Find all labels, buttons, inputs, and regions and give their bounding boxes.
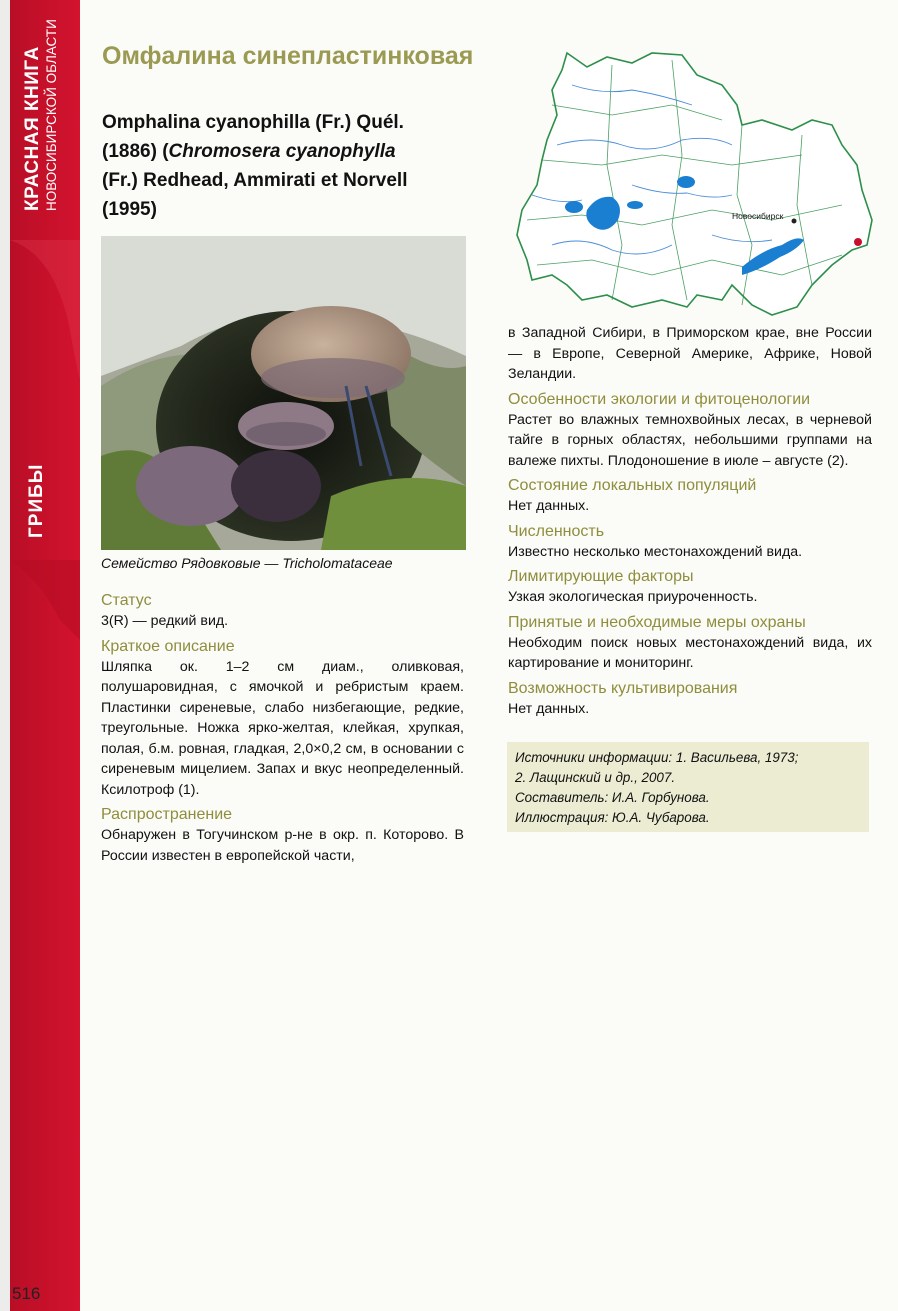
limiting-factors-heading: Лимитирующие факторы <box>508 568 694 585</box>
limiting-factors-text: Узкая экологическая приуроченность. <box>508 589 758 605</box>
description-heading: Краткое описание <box>101 637 235 655</box>
page-number: 516 <box>12 1284 41 1303</box>
description-text: Шляпка ок. 1–2 см диам., оливковая, полушаровидная, с ямочкой и ребристым краем. Пластинки сиреневые, слабо низбегающие, редкие, треугольные. Ножка ярко-желтая, клейкая, хрупкая, полая, б.м. ровная, гладкая, 2,0×0,2 см, в основании с сиреневым мицелием. Запах и вкус неопределенный. Ксилотроф (1). <box>101 658 464 798</box>
ecology-text: Растет во влажных темнохвойных лесах, в черневой тайге в горных областях, небольшими группами на валеже пихты. Плодоношение в июле – августе (2). <box>508 411 872 469</box>
sources-box <box>507 742 869 832</box>
population-heading: Состояние локальных популяций <box>508 477 757 494</box>
book-region: НОВОСИБИРСКОЙ ОБЛАСТИ <box>44 19 59 211</box>
latin-line-4: (1995) <box>102 199 157 220</box>
city-label: Новосибирск <box>732 211 784 221</box>
ecology-heading: Особенности экологии и фитоценологии <box>508 390 811 408</box>
photo-caption <box>101 555 471 571</box>
illustration-line: Иллюстрация: Ю.А. Чубарова. <box>515 810 710 825</box>
status-heading: Статус <box>101 592 152 609</box>
compiler-line: Составитель: И.А. Горбунова. <box>515 790 710 805</box>
protection-text: Необходим поиск новых местонахождений вида, их картирование и мониторинг. <box>508 634 872 671</box>
abundance-heading: Численность <box>508 522 605 540</box>
population-text: Нет данных. <box>508 498 590 514</box>
cultivation-heading: Возможность культивирования <box>508 679 738 697</box>
status-text: 3(R) — редкий вид. <box>101 613 229 629</box>
book-title: КРАСНАЯ КНИГА <box>22 46 43 211</box>
species-title: Омфалина синепластинковая <box>102 42 474 70</box>
section-label: ГРИБЫ <box>26 463 47 538</box>
distribution-heading: Распространение <box>101 806 233 823</box>
city-marker <box>792 219 797 224</box>
finding-location-marker <box>854 238 862 246</box>
distribution-map <box>512 45 874 325</box>
distribution-text-1: Обнаружен в Тогучинском р-не в окр. п. Которово. В России известен в европейской части, <box>101 827 464 864</box>
sources-line-1: Источники информации: 1. Васильева, 1973; <box>515 750 799 765</box>
right-column <box>508 323 872 719</box>
latin-line-2a: (1886) ( <box>102 141 169 162</box>
species-latin-name <box>102 108 482 224</box>
abundance-text: Известно несколько местонахождений вида. <box>508 543 803 560</box>
protection-heading: Принятые и необходимые меры охраны <box>508 613 806 631</box>
caption-family-ru: Семейство Рядовковые — <box>101 555 279 571</box>
caption-family-latin: Tricholomataceae <box>282 555 393 571</box>
cultivation-text: Нет данных. <box>508 700 590 717</box>
latin-line-1: Omphalina cyanophilla (Fr.) Quél. <box>102 112 404 133</box>
latin-synonym: Chromosera cyanophylla <box>168 141 396 162</box>
left-column <box>101 586 464 866</box>
latin-line-3: (Fr.) Redhead, Ammirati et Norvell <box>102 170 408 191</box>
sources-line-2: 2. Лащинский и др., 2007. <box>515 770 676 785</box>
mushroom-photo <box>101 236 466 550</box>
distribution-text-2: в Западной Сибири, в Приморском крае, вне России — в Европе, Северной Америке, Африке, Новой Зеландии. <box>508 325 872 382</box>
